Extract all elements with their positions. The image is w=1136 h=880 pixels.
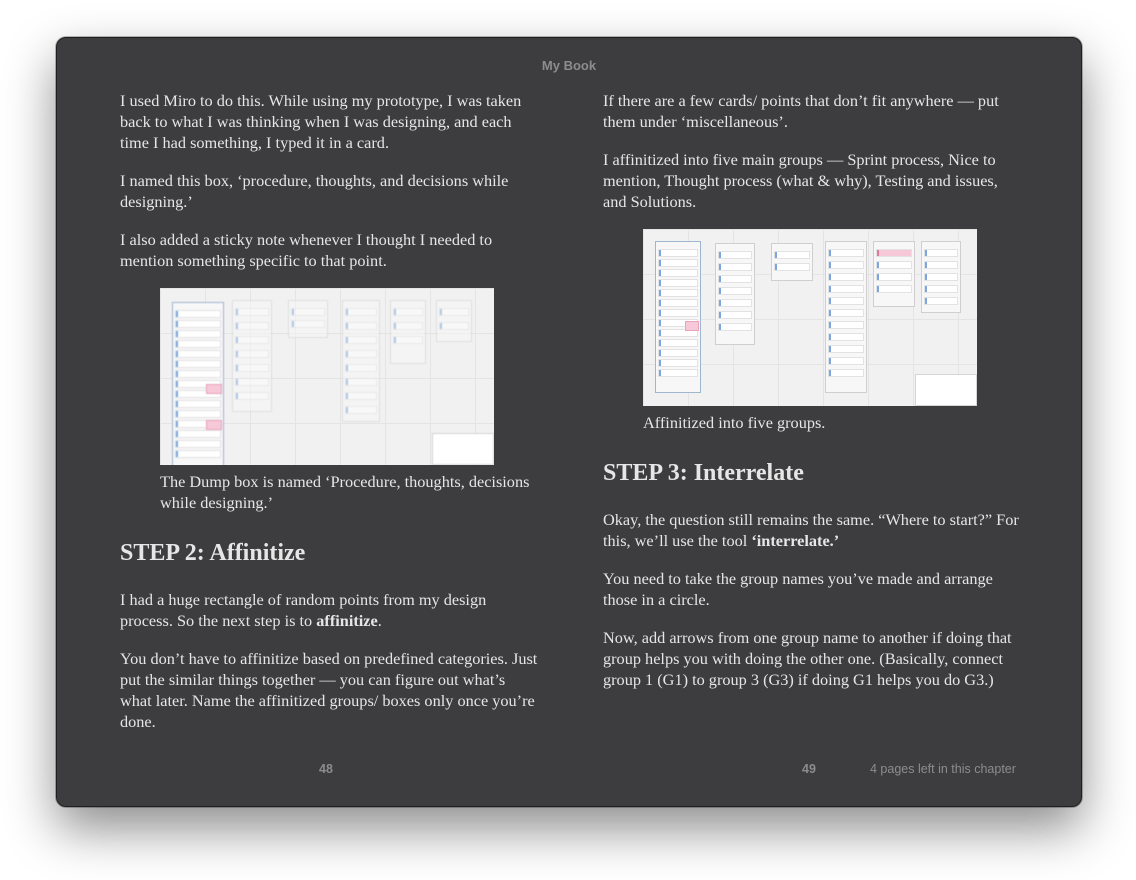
affinitize-bold: affinitize (316, 611, 378, 630)
interrelate-bold: ‘interrelate.’ (751, 531, 840, 550)
left-paragraph-5: You don’t have to affinitize based on predefined categories. Just put the similar things together — you can figure out what’s what later. Name the affinitized groups/ boxes only once you’re done. (120, 649, 538, 731)
book-window (56, 37, 1082, 807)
right-paragraph-4: You need to take the group names you’ve made and arrange those in a circle. (603, 569, 993, 609)
step-2-heading: STEP 2: Affinitize (120, 540, 306, 566)
left-page (120, 90, 538, 749)
left-paragraph-1: I used Miro to do this. While using my prototype, I was taken back to what I was thinking when I was designing, and each time I had something, I typed it in a card. (120, 91, 522, 152)
right-paragraph-2: I affinitized into five main groups — Sprint process, Nice to mention, Thought process (what & why), Testing and issues, and Solutions. (603, 150, 998, 211)
right-page-number: 49 (802, 762, 816, 776)
right-paragraph-1: If there are a few cards/ points that don’t fit anywhere — put them under ‘miscellaneous’. (603, 91, 999, 131)
right-paragraph-5: Now, add arrows from one group name to another if doing that group helps you with doing the other one. (Basically, connect group 1 (G1) to group 3 (G3) if doing G1 helps you do G3.) (603, 628, 1012, 689)
dump-box-figure[interactable] (160, 288, 538, 513)
dump-box-image (160, 288, 494, 465)
affinitized-caption: Affinitized into five groups. (643, 413, 826, 432)
pages-left-label: 4 pages left in this chapter (870, 762, 1016, 776)
book-title: My Book (541, 58, 597, 73)
right-paragraph-3: Okay, the question still remains the same. “Where to start?” For this, we’ll use the tool ‘interrelate.’ (603, 510, 1019, 550)
left-paragraph-2: I named this box, ‘procedure, thoughts, and decisions while designing.’ (120, 171, 509, 211)
dump-box-caption: The Dump box is named ‘Procedure, thoughts, decisions while designing.’ (160, 472, 530, 512)
left-paragraph-4: I had a huge rectangle of random points from my design process. So the next step is to affinitize. (120, 590, 487, 630)
step-3-heading: STEP 3: Interrelate (603, 460, 804, 486)
affinitized-figure[interactable] (643, 229, 1021, 433)
left-page-number: 48 (319, 762, 333, 776)
affinitized-image (643, 229, 977, 406)
left-paragraph-3: I also added a sticky note whenever I thought I needed to mention something specific to that point. (120, 230, 493, 270)
right-page (603, 90, 1021, 707)
